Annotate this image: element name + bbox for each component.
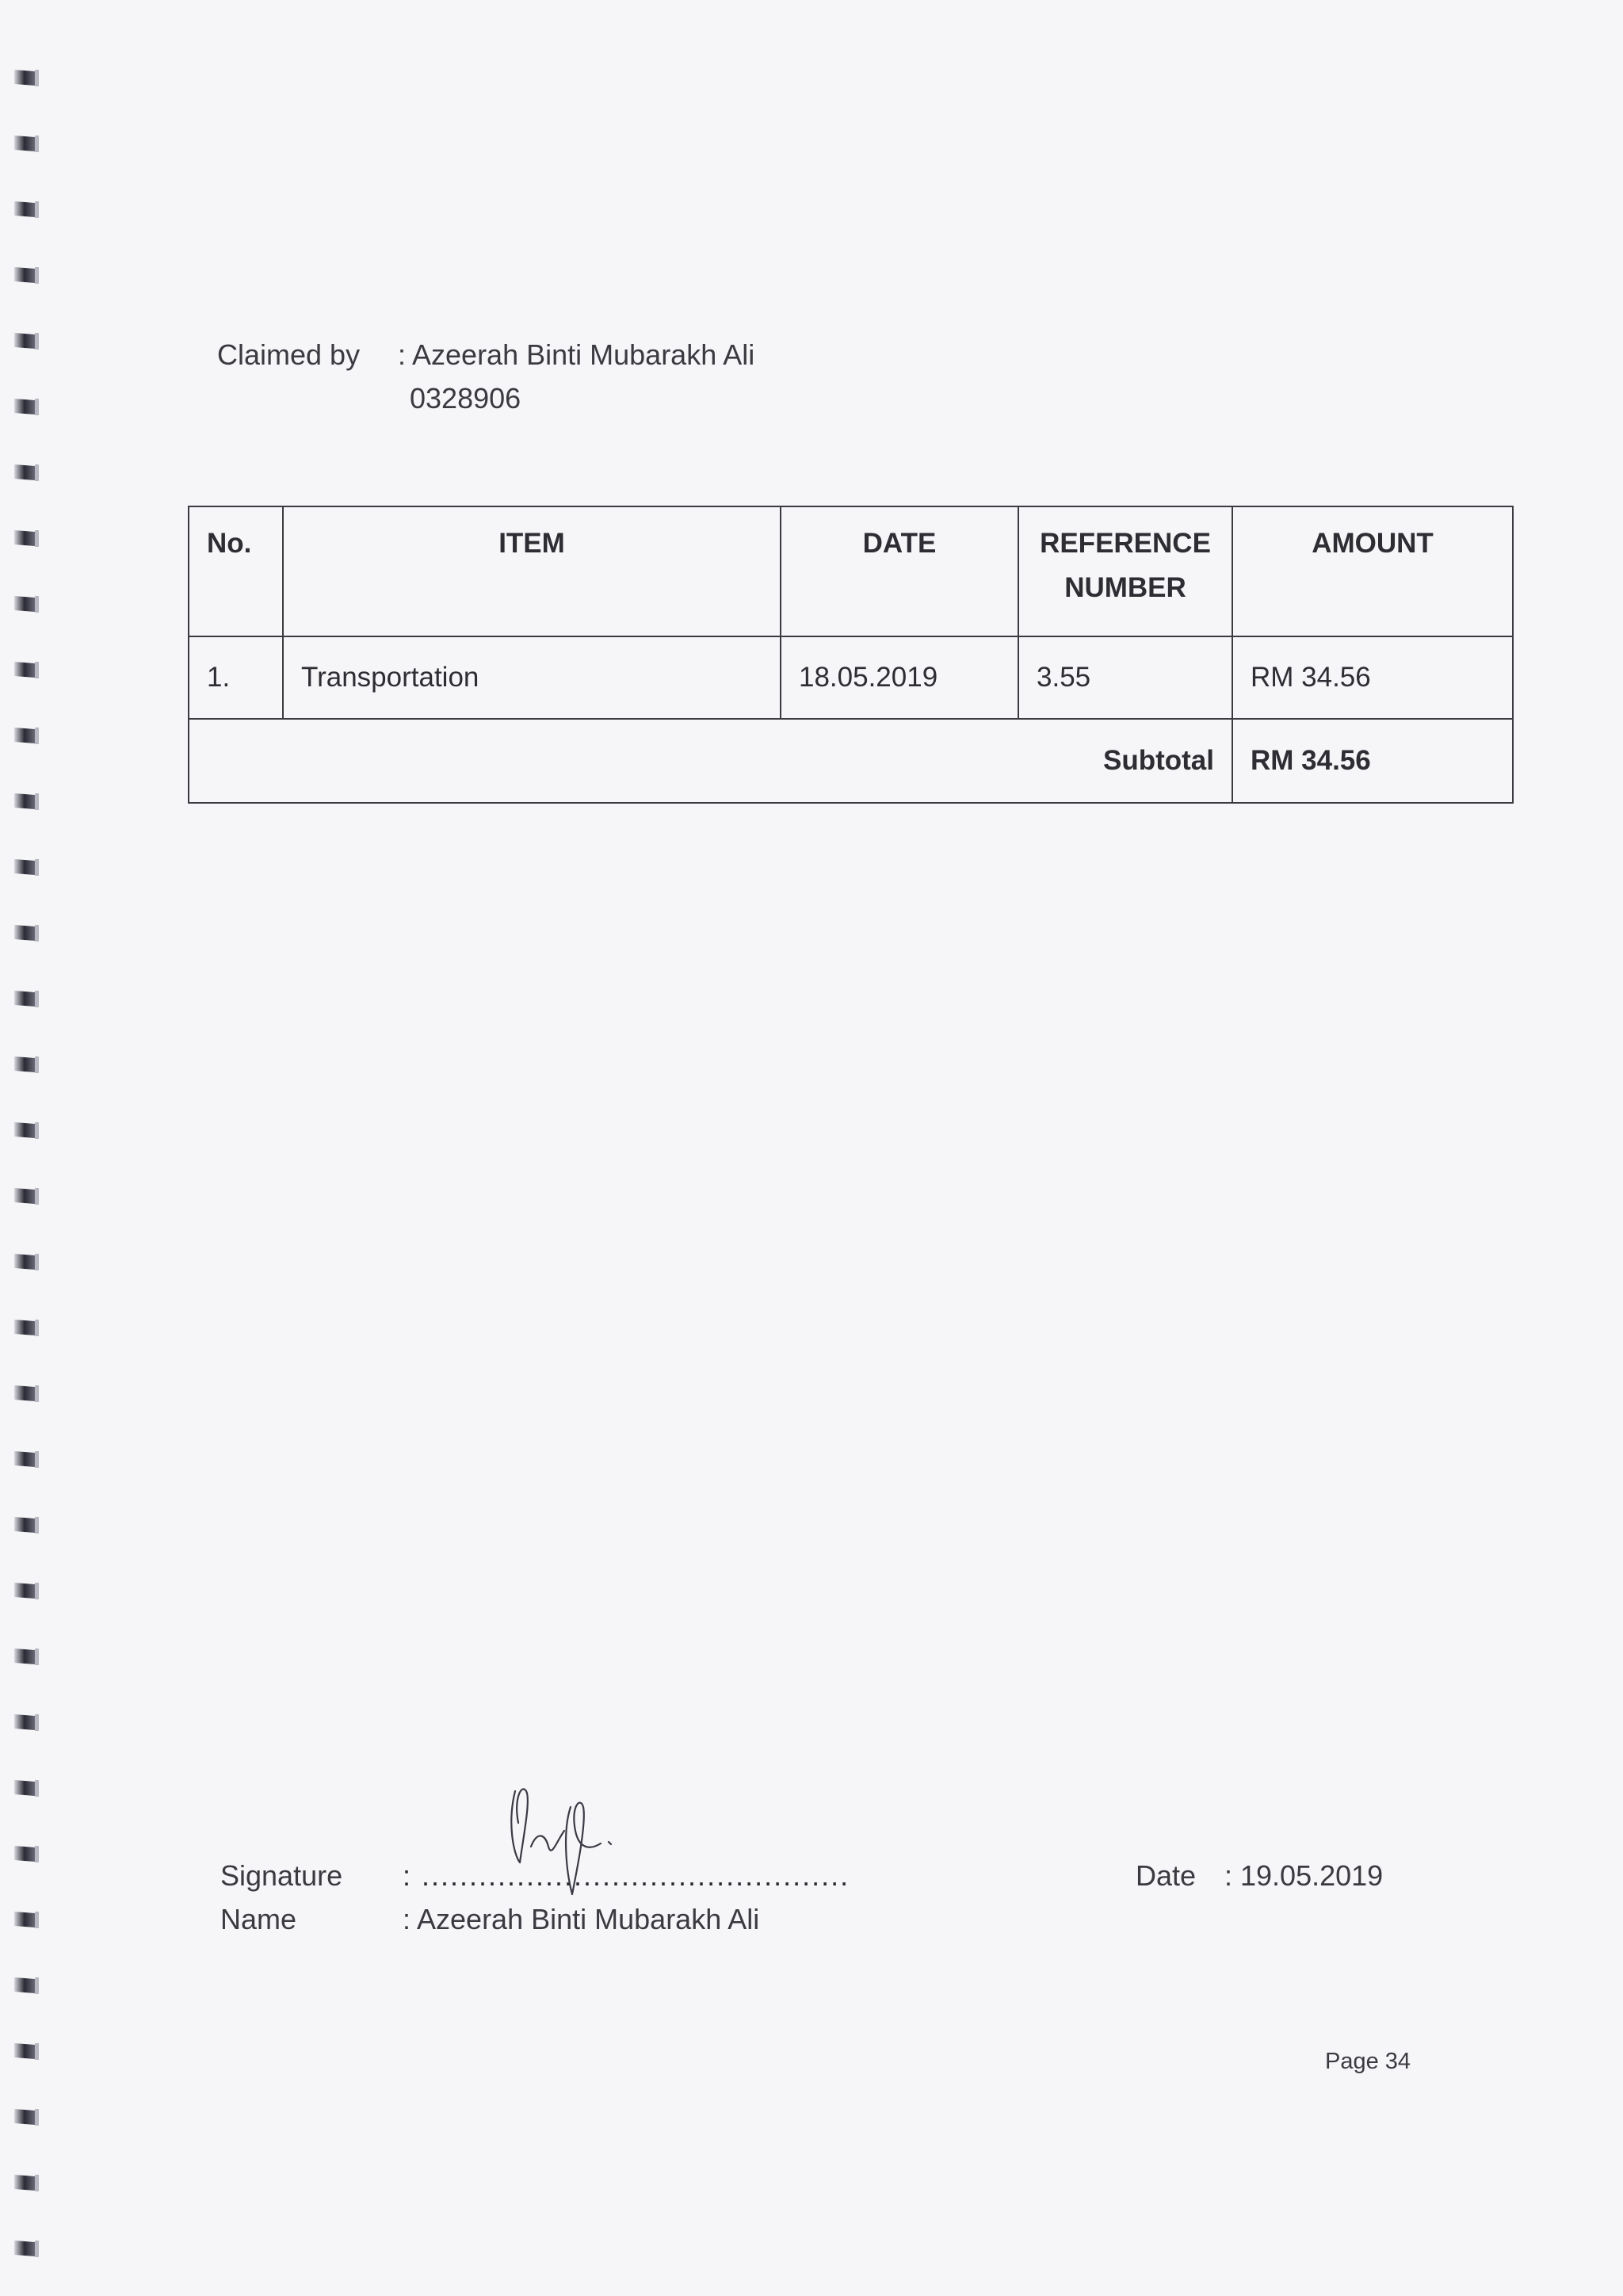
header-no: No. [189, 506, 283, 636]
name-value: : Azeerah Binti Mubarakh Ali [403, 1903, 760, 1935]
binding-ring-icon [11, 723, 43, 747]
subtotal-value: RM 34.56 [1232, 719, 1513, 803]
binding-ring-icon [11, 920, 43, 944]
header-reference-line1: REFERENCE [1040, 528, 1211, 559]
cell-date: 18.05.2019 [781, 636, 1018, 719]
table-header-row [189, 506, 1513, 636]
binding-ring-icon [11, 1183, 43, 1207]
page-number: Page 34 [1325, 2049, 1411, 2074]
binding-ring-icon [11, 1644, 43, 1668]
binding-ring-icon [11, 1841, 43, 1865]
binding-ring-icon [11, 657, 43, 681]
date-label: Date [1136, 1859, 1197, 1892]
header-item: ITEM [283, 506, 781, 636]
binding-ring-icon [11, 2038, 43, 2062]
binding-ring-icon [11, 789, 43, 812]
claimant-id: 0328906 [410, 382, 521, 415]
binding-ring-icon [11, 1381, 43, 1404]
signature-line: : ............................................. [403, 1859, 850, 1892]
binding-ring-icon [11, 1973, 43, 1996]
binding-ring-icon [11, 1249, 43, 1273]
name-label: Name [220, 1903, 297, 1935]
subtotal-label: Subtotal [189, 719, 1232, 803]
binding-ring-icon [11, 854, 43, 878]
binding-ring-icon [11, 1775, 43, 1799]
binding-ring-icon [11, 1907, 43, 1931]
binding-ring-icon [11, 1117, 43, 1141]
header-date: DATE [781, 506, 1018, 636]
date-value: : 19.05.2019 [1224, 1859, 1384, 1892]
binding-ring-icon [11, 262, 43, 286]
table-row [189, 636, 1513, 719]
binding-ring-icon [11, 131, 43, 155]
binding-ring-icon [11, 1578, 43, 1602]
header-amount: AMOUNT [1232, 506, 1513, 636]
handwritten-signature [499, 1775, 626, 1918]
binding-ring-icon [11, 1710, 43, 1733]
binding-ring-icon [11, 328, 43, 352]
header-reference-line2: NUMBER [1064, 572, 1186, 603]
claimed-by-name: : Azeerah Binti Mubarakh Ali [398, 338, 755, 371]
binding-ring-icon [11, 1446, 43, 1470]
binding-ring-icon [11, 65, 43, 89]
binding-ring-icon [11, 460, 43, 483]
cell-amount: RM 34.56 [1232, 636, 1513, 719]
header-reference [1018, 506, 1232, 636]
binding-ring-icon [11, 1512, 43, 1536]
binding-ring-icon [11, 394, 43, 418]
cell-reference: 3.55 [1018, 636, 1232, 719]
binding-ring-icon [11, 525, 43, 549]
binding-ring-icon [11, 1315, 43, 1339]
binding-rings [11, 65, 46, 2284]
signature-label: Signature [220, 1859, 343, 1892]
binding-ring-icon [11, 2236, 43, 2260]
claimed-by-label: Claimed by [217, 338, 361, 371]
binding-ring-icon [11, 1052, 43, 1075]
binding-ring-icon [11, 2104, 43, 2128]
binding-ring-icon [11, 2170, 43, 2194]
cell-item: Transportation [283, 636, 781, 719]
binding-ring-icon [11, 591, 43, 615]
subtotal-row [189, 719, 1513, 803]
claim-table [188, 506, 1514, 804]
binding-ring-icon [11, 197, 43, 220]
binding-ring-icon [11, 986, 43, 1010]
cell-no: 1. [189, 636, 283, 719]
